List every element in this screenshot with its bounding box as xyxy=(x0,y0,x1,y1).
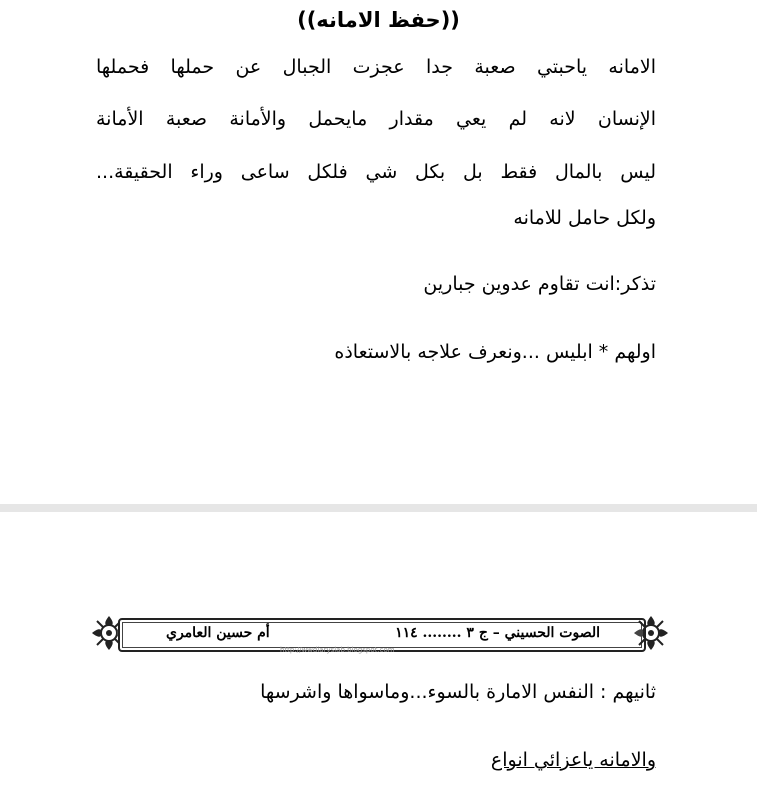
banner-url: http://wwdiaryslab.blogspot.com xyxy=(280,646,395,654)
page-title: ((حفظ الامانه)) xyxy=(297,8,460,32)
banner-text xyxy=(130,622,630,654)
second-enemy-text: ثانيهم : النفس الامارة بالسوء...وماسواها واشرسها xyxy=(260,681,656,703)
paragraph-line-2: الإنسان لانه لم يعي مقدار مايحمل والأمانة صعبة الأمانة xyxy=(96,108,656,130)
paragraph-line-4: ولكل حامل للامانه xyxy=(513,207,656,229)
paragraph-line-3: ليس بالمال فقط بل بكل شي فلكل ساعى وراء الحقيقة... xyxy=(96,161,656,183)
reminder-text: تذكر:انت تقاوم عدوين جبارين xyxy=(423,273,656,295)
ornament-right-icon xyxy=(632,614,670,652)
types-heading: والامانه ياعزائي انواع xyxy=(490,749,656,771)
paragraph-line-1: الامانه ياحبتي صعبة جدا عجزت الجبال عن حملها فحملها xyxy=(96,56,656,78)
banner-series: الصوت الحسيني – ج ٣ ........ ١١٤ xyxy=(395,625,600,641)
banner-author: أم حسين العامري xyxy=(166,625,270,641)
footer-banner xyxy=(90,612,670,654)
page-separator xyxy=(0,504,757,512)
first-enemy-text: اولهم * ابليس ...ونعرف علاجه بالاستعاذه xyxy=(334,341,656,363)
